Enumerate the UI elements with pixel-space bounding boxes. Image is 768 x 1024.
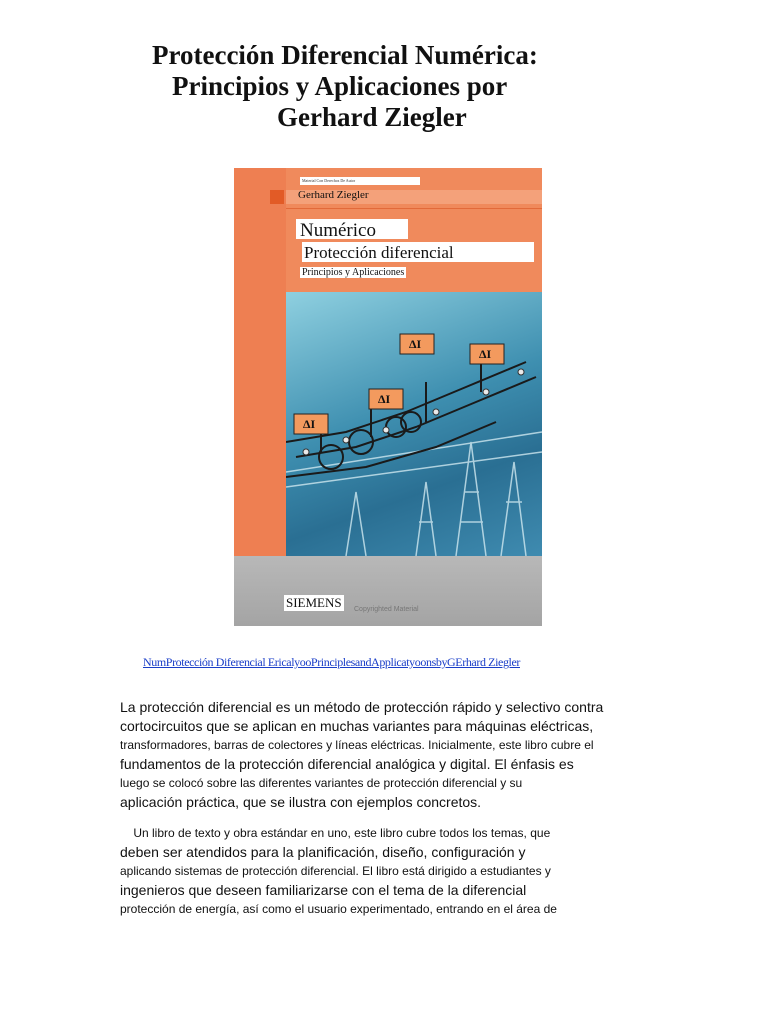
paragraph-line: aplicación práctica, que se ilustra con ejemplos concretos. [120,794,482,810]
paragraph-line: fundamentos de la protección diferencial analógica y digital. El énfasis es [120,756,574,772]
paragraph-line: transformadores, barras de colectores y líneas eléctricas. Inicialmente, este libro cubre el [120,738,594,752]
cover-subtitle: Principios y Aplicaciones [302,267,405,278]
cover-photo-substation [286,292,542,556]
cover-bottom-band [234,556,542,626]
cover-illustration [286,292,542,556]
cover-tiny-label: Material Con Derechos De Autor [300,177,420,185]
cover-title-line-1: Numérico [300,220,376,241]
cover-author: Gerhard Ziegler [298,189,369,201]
delta-label-3: ΔI [409,337,422,351]
title-line-3: Gerhard Ziegler [277,102,467,132]
delta-label-4: ΔI [479,347,492,361]
paragraph-line: ingenieros que deseen familiarizarse con el tema de la diferencial [120,882,527,898]
title-line-2: Principios y Aplicaciones por [172,71,508,101]
cover-side-strip [234,168,286,556]
book-cover-image [234,168,542,626]
delta-label-2: ΔI [378,392,391,406]
paragraph-line: aplicando sistemas de protección diferencial. El libro está dirigido a estudiantes y [120,864,551,878]
title-line-1: Protección Diferencial Numérica: [152,40,538,70]
paragraph-line: deben ser atendidos para la planificación, diseño, configuración y [120,844,526,860]
cover-copyright: Copyrighted Material [354,606,419,613]
description-paragraph-2 [120,824,660,919]
publisher-logo: SIEMENS [286,595,342,610]
description-paragraph-1 [120,698,660,812]
paragraph-line: protección de energía, así como el usuario experimentado, entrando en el área de [120,902,557,916]
cover-divider [286,208,542,209]
book-link[interactable]: NumProtección Diferencial EricalyooPrinciplesandApplicatyoonsbyGErhard Ziegler [143,655,520,669]
paragraph-line: luego se colocó sobre las diferentes variantes de protección diferencial y su [120,776,523,790]
cover-accent-square [270,190,284,204]
page-title [0,40,768,133]
paragraph-line: La protección diferencial es un método de protección rápido y selectivo contra [120,699,604,715]
paragraph-line: cortocircuitos que se aplican en muchas variantes para máquinas eléctricas, [120,718,594,734]
delta-label-1: ΔI [303,417,316,431]
cover-title-line-2: Protección diferencial [304,243,454,262]
paragraph-line: Un libro de texto y obra estándar en uno, este libro cubre todos los temas, que [120,826,551,840]
